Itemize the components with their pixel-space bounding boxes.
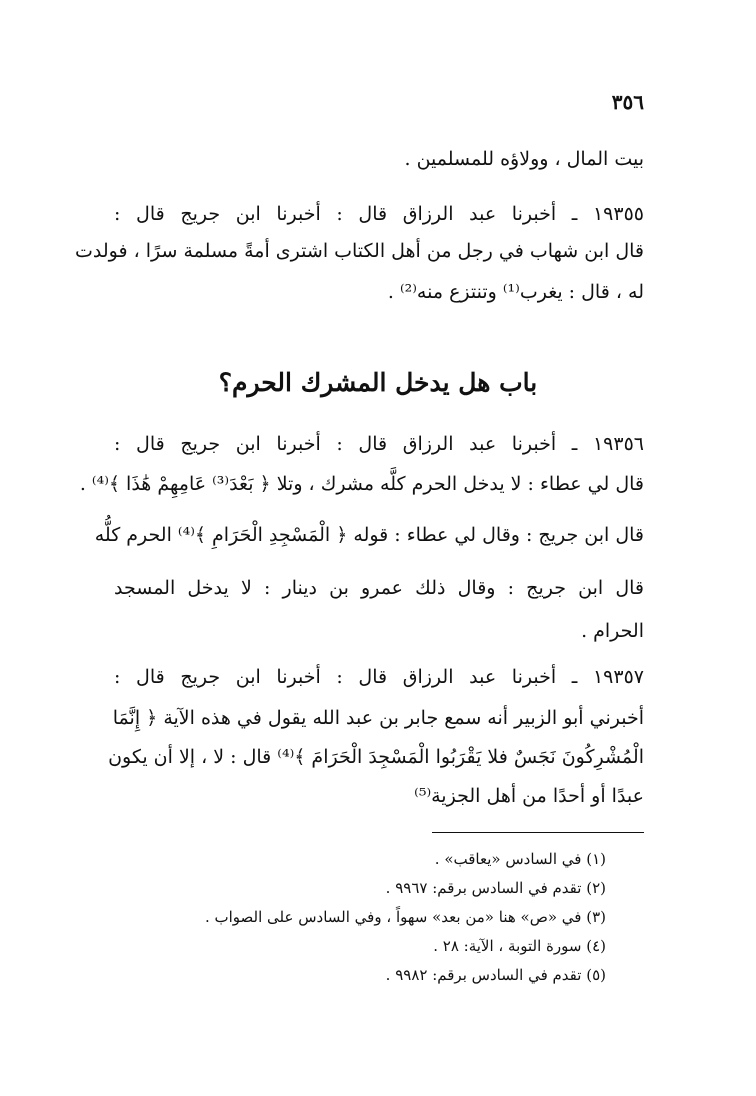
text-line: أخبرني أبو الزبير أنه سمع جابر بن عبد الله يقول في هذه الآية ﴿ إِنَّمَا bbox=[112, 707, 644, 729]
footnote: (٣) في «ص» هنا «من بعد» سهواً ، وفي السادس على الصواب . bbox=[204, 908, 606, 926]
footnote: (٢) تقدم في السادس برقم: ٩٩٦٧ . bbox=[385, 879, 606, 897]
hadith-header: ١٩٣٥٧ ـ أخبرنا عبد الرزاق قال : أخبرنا ابن جريج قال : bbox=[114, 666, 644, 688]
text-line: له ، قال : يغرب⁽¹⁾ وتنتزع منه⁽²⁾ . bbox=[387, 281, 644, 303]
footnote-divider bbox=[432, 832, 644, 833]
text-line: قال لي عطاء : لا يدخل الحرم كلَّه مشرك ، وتلا ﴿ بَعْدَ⁽³⁾ عَامِهِمْ هَٰذَا ﴾⁽⁴⁾ . bbox=[79, 473, 644, 495]
text-line: عبدًا أو أحدًا من أهل الجزية⁽⁵⁾ bbox=[414, 785, 644, 807]
footnote: (٤) سورة التوبة ، الآية: ٢٨ . bbox=[433, 937, 606, 955]
text-line: قال ابن جريج : وقال لي عطاء : قوله ﴿ الْمَسْجِدِ الْحَرَامِ ﴾⁽⁴⁾ الحرم كلُّه bbox=[94, 524, 644, 546]
text-line: قال ابن جريج : وقال ذلك عمرو بن دينار : لا يدخل المسجد bbox=[114, 577, 644, 599]
footnote: (٥) تقدم في السادس برقم: ٩٩٨٢ . bbox=[385, 966, 606, 984]
hadith-header: ١٩٣٥٥ ـ أخبرنا عبد الرزاق قال : أخبرنا ابن جريج قال : bbox=[114, 203, 644, 225]
text-line: بيت المال ، وولاؤه للمسلمين . bbox=[404, 148, 644, 170]
text-line: الْمُشْرِكُونَ نَجَسٌ فلا يَقْرَبُوا الْمَسْجِدَ الْحَرَامَ ﴾⁽⁴⁾ قال : لا ، إلا أن يكون bbox=[108, 746, 644, 768]
chapter-heading: باب هل يدخل المشرك الحرم؟ bbox=[218, 368, 538, 397]
hadith-header: ١٩٣٥٦ ـ أخبرنا عبد الرزاق قال : أخبرنا ابن جريج قال : bbox=[114, 433, 644, 455]
text-line: قال ابن شهاب في رجل من أهل الكتاب اشترى أمةً مسلمة سرًا ، فولدت bbox=[75, 240, 644, 262]
footnote: (١) في السادس «يعاقب» . bbox=[434, 850, 606, 868]
page-number: ٣٥٦ bbox=[611, 90, 644, 114]
text-line: الحرام . bbox=[581, 620, 644, 642]
